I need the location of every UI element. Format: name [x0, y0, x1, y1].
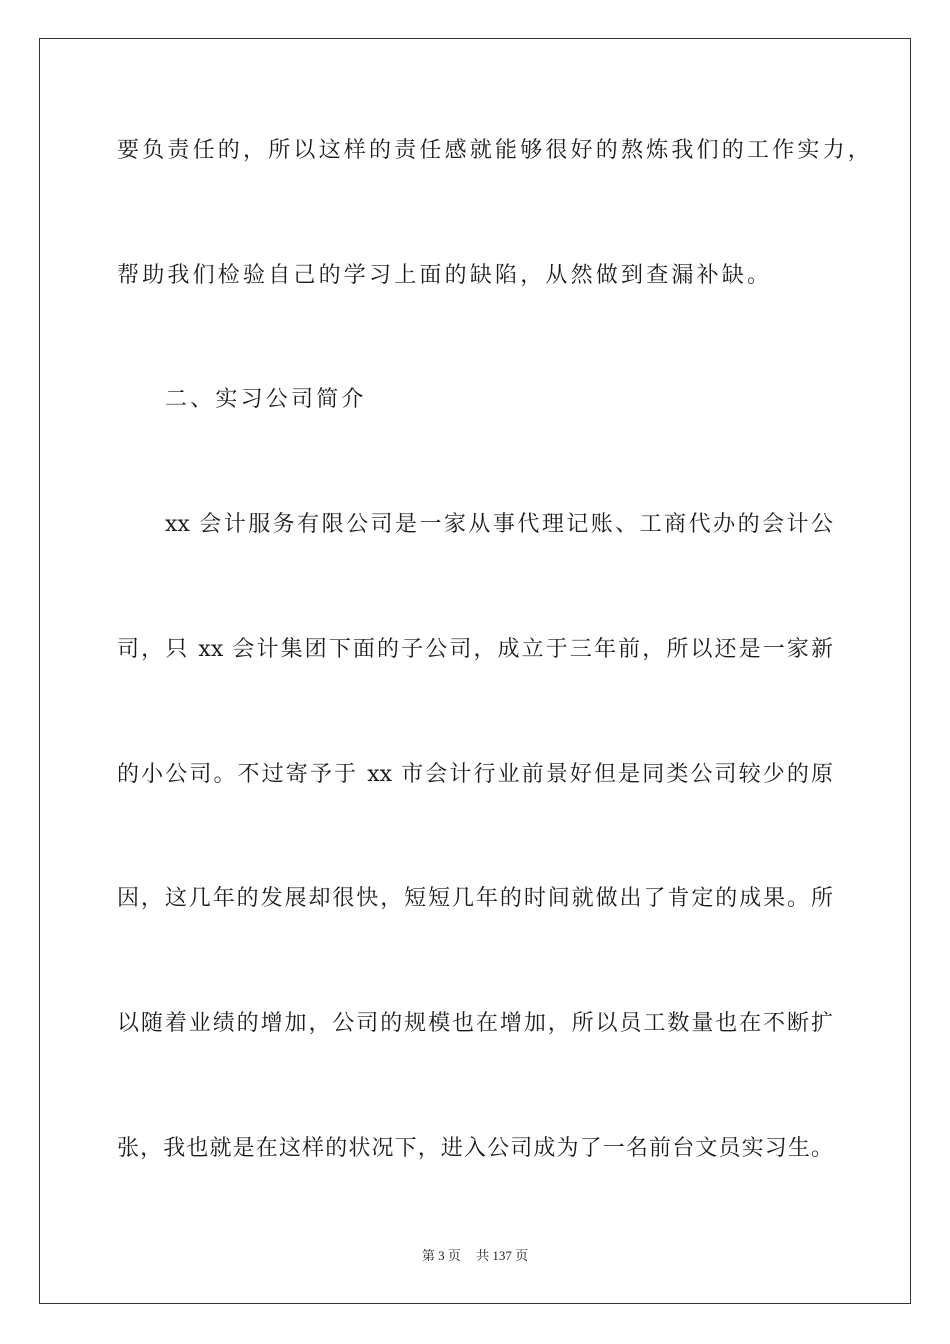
page-number-current: 第 3 页: [421, 1248, 461, 1263]
paragraph-line-3: xx 会计服务有限公司是一家从事代理记账、工商代办的会计公: [165, 512, 833, 537]
paragraph-line-8: 张，我也就是在这样的状况下，进入公司成为了一名前台文员实习生。: [117, 1136, 833, 1161]
section-heading: 二、实习公司简介: [165, 387, 367, 412]
paragraph-line-1: 要负责任的，所以这样的责任感就能够很好的熬炼我们的工作实力，: [117, 138, 874, 163]
paragraph-line-4: 司，只 xx 会计集团下面的子公司，成立于三年前，所以还是一家新: [117, 637, 833, 662]
page-border: [39, 38, 911, 1304]
paragraph-line-7: 以随着业绩的增加，公司的规模也在增加，所以员工数量也在不断扩: [117, 1011, 833, 1036]
paragraph-line-5: 的小公司。不过寄予于 xx 市会计行业前景好但是同类公司较少的原: [117, 762, 833, 787]
page-footer: [0, 1247, 950, 1265]
paragraph-line-2: 帮助我们检验自己的学习上面的缺陷，从然做到查漏补缺。: [117, 263, 773, 288]
page-number-total: 共 137 页: [476, 1248, 529, 1263]
paragraph-line-6: 因，这几年的发展却很快，短短几年的时间就做出了肯定的成果。所: [117, 886, 833, 911]
